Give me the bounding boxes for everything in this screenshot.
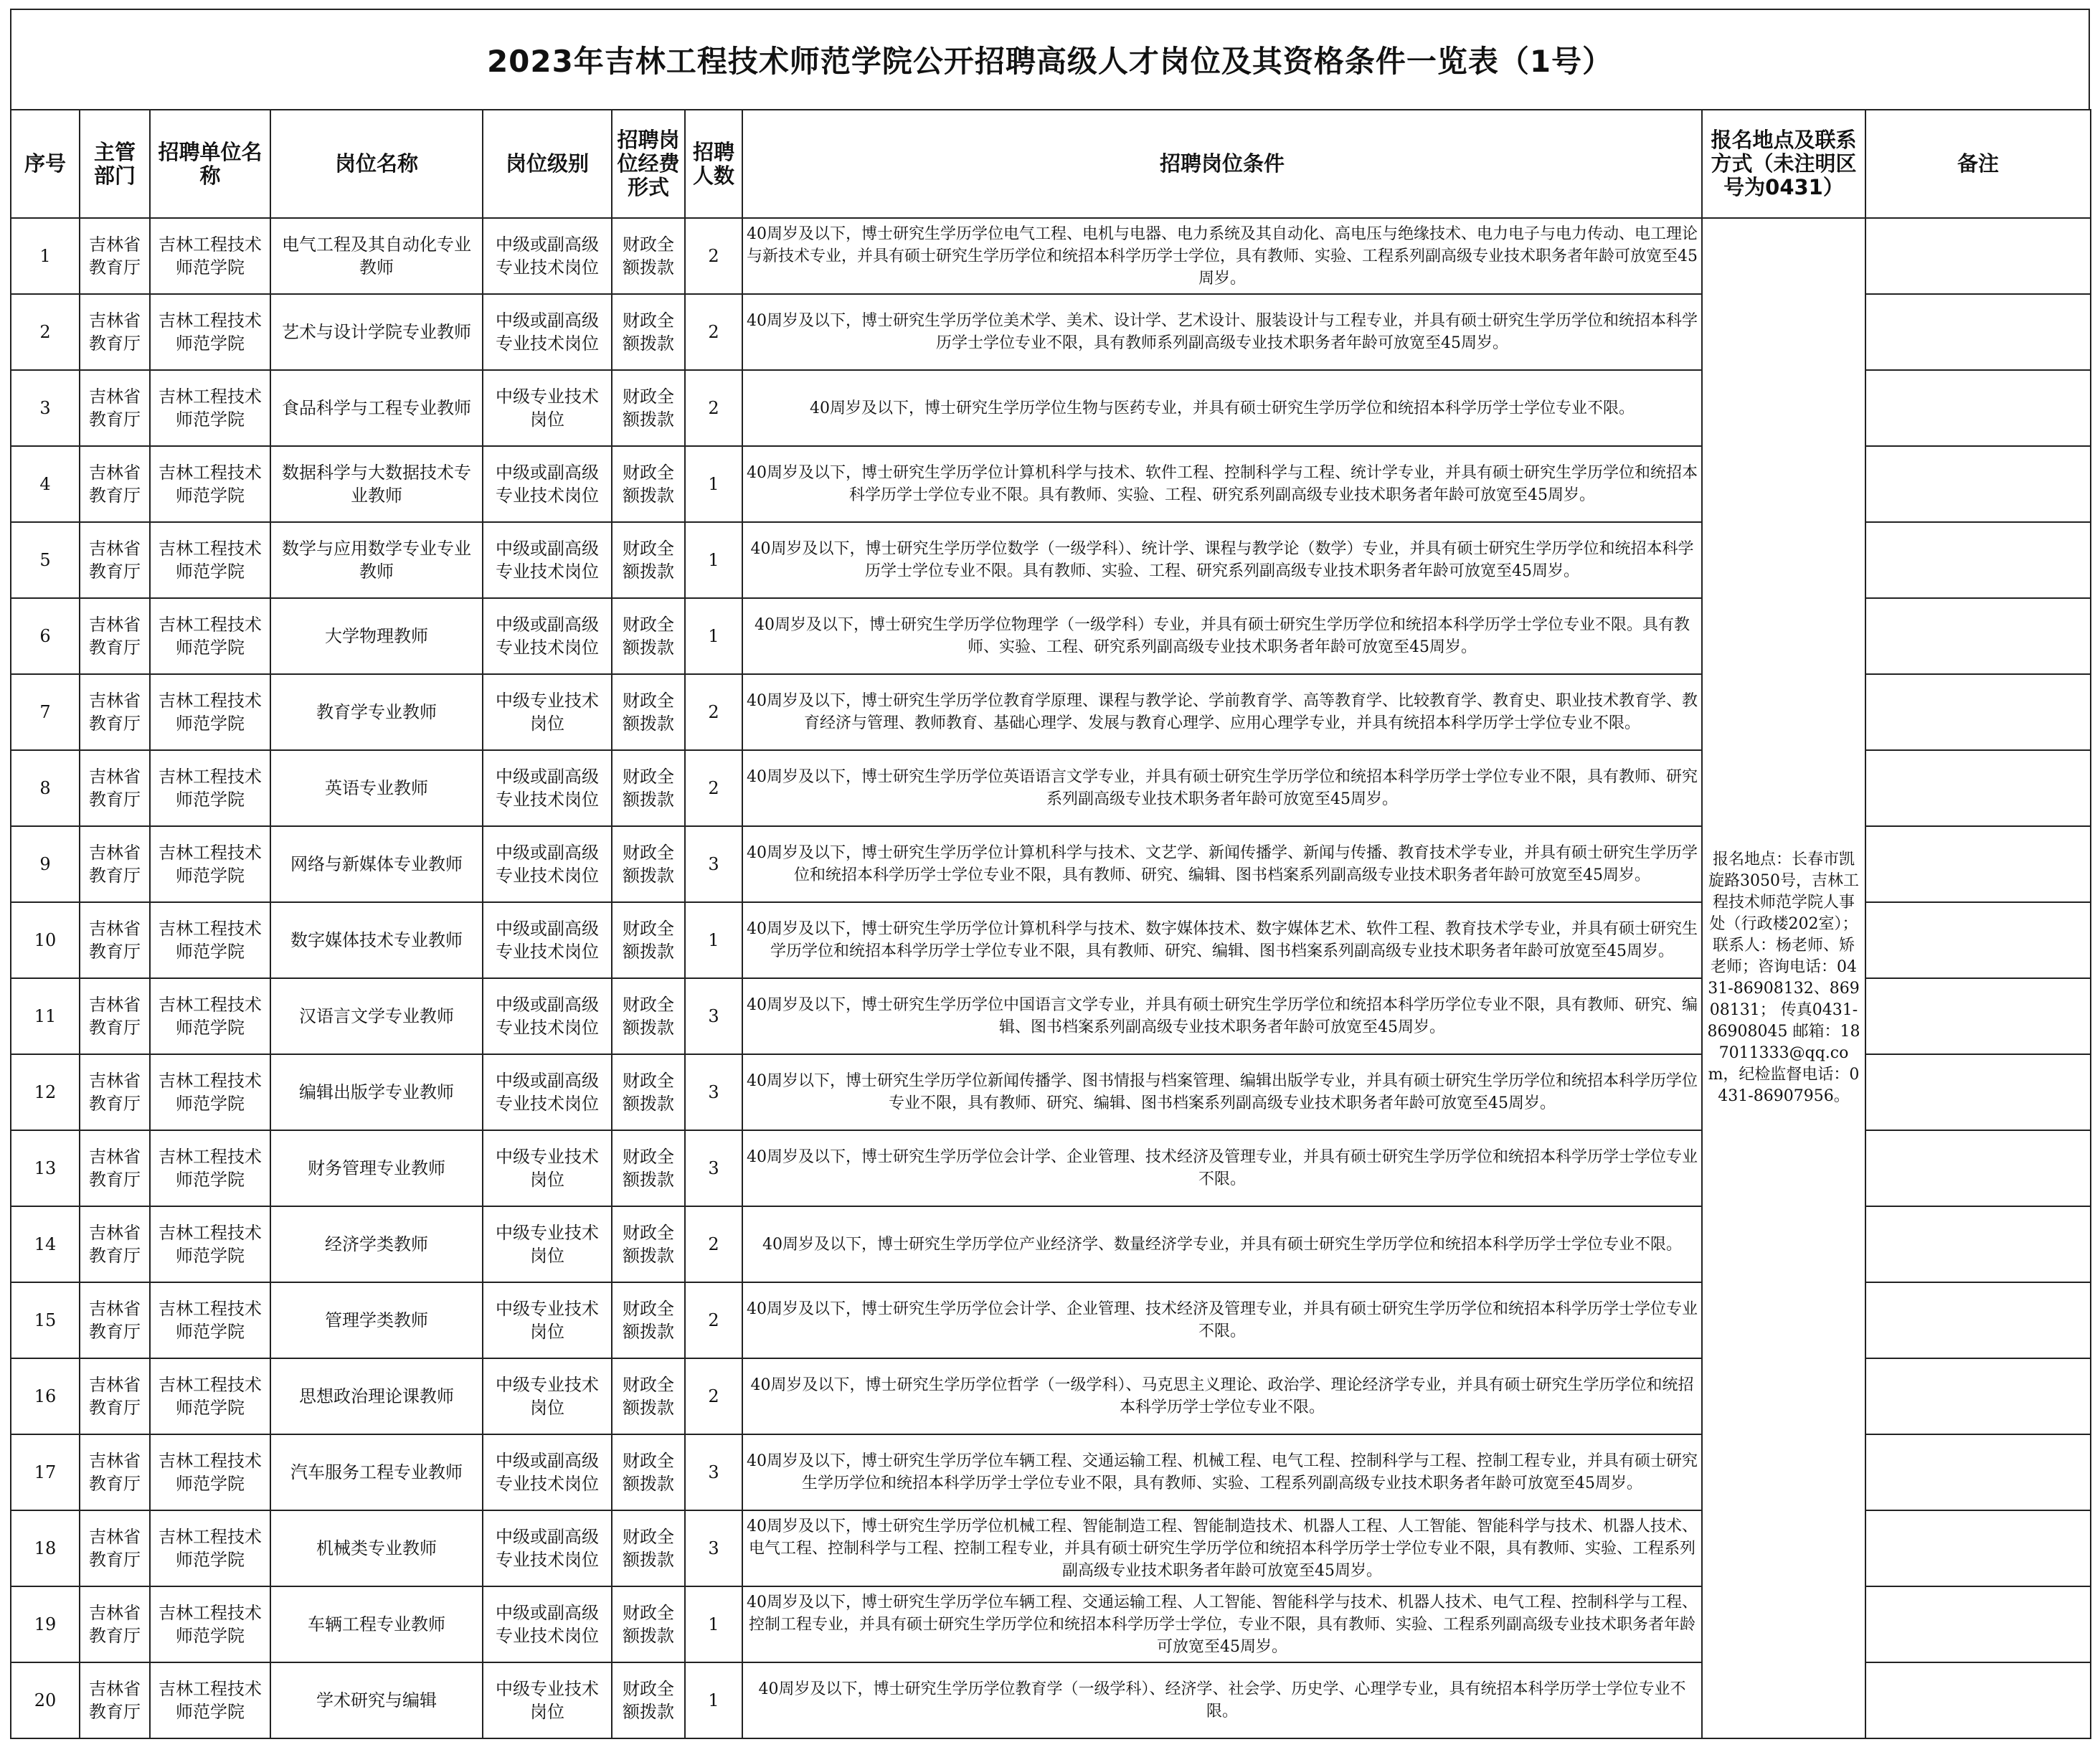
conditions-cell: 40周岁及以下，博士研究生学历学位电气工程、电机与电器、电力系统及其自动化、高电压与绝缘技术、电力电子与电力传动、电工理论与新技术专业，并具有硕士研究生学历学位和统招本科学历学士学位，具有教师、实验、工程系列副高级专业技术职务者年龄可放宽至45周岁。 [742,218,1702,294]
post-level-cell: 中级或副高级专业技术岗位 [483,902,612,978]
funding-cell: 财政全额拨款 [612,1282,685,1358]
post-name-cell: 大学物理教师 [270,598,483,674]
note-cell [1865,902,2091,978]
header-note: 备注 [1865,110,2091,218]
row-number: 7 [11,674,80,750]
department-cell: 吉林省教育厅 [80,1586,150,1662]
post-name-cell: 编辑出版学专业教师 [270,1054,483,1130]
department-cell: 吉林省教育厅 [80,598,150,674]
row-number: 10 [11,902,80,978]
conditions-cell: 40周岁及以下，博士研究生学历学位会计学、企业管理、技术经济及管理专业，并具有硕士研究生学历学位和统招本科学历学士学位专业不限。 [742,1130,1702,1206]
post-level-cell: 中级或副高级专业技术岗位 [483,826,612,902]
funding-cell: 财政全额拨款 [612,446,685,522]
note-cell [1865,978,2091,1054]
note-cell [1865,218,2091,294]
unit-cell: 吉林工程技术师范学院 [150,674,270,750]
recruitment-sheet [10,9,2090,1738]
post-name-cell: 汽车服务工程专业教师 [270,1434,483,1510]
unit-cell: 吉林工程技术师范学院 [150,1054,270,1130]
funding-cell: 财政全额拨款 [612,978,685,1054]
post-level-cell: 中级或副高级专业技术岗位 [483,1054,612,1130]
table-body [11,218,2091,1738]
headcount-cell: 1 [685,902,742,978]
conditions-cell: 40周岁及以下，博士研究生学历学位美术学、美术、设计学、艺术设计、服装设计与工程专业，并具有硕士研究生学历学位和统招本科学历学士学位专业不限，具有教师系列副高级专业技术职务者年龄可放宽至45周岁。 [742,294,1702,370]
header-level: 岗位级别 [483,110,612,218]
note-cell [1865,446,2091,522]
row-number: 3 [11,370,80,446]
conditions-cell: 40周岁及以下，博士研究生学历学位机械工程、智能制造工程、智能制造技术、机器人工程、人工智能、智能科学与技术、机器人技术、电气工程、控制科学与工程、控制工程专业，并具有硕士研究生学历学位和统招本科学历学士学位专业不限，具有教师、实验、工程系列副高级专业技术职务者年龄可放宽至45周岁。 [742,1510,1702,1586]
row-number: 17 [11,1434,80,1510]
funding-cell: 财政全额拨款 [612,750,685,826]
funding-cell: 财政全额拨款 [612,1130,685,1206]
unit-cell: 吉林工程技术师范学院 [150,370,270,446]
unit-cell: 吉林工程技术师范学院 [150,978,270,1054]
headcount-cell: 1 [685,446,742,522]
post-name-cell: 数学与应用数学专业专业教师 [270,522,483,598]
department-cell: 吉林省教育厅 [80,1282,150,1358]
unit-cell: 吉林工程技术师范学院 [150,1206,270,1282]
conditions-cell: 40周岁及以下，博士研究生学历学位中国语言文学专业，并具有硕士研究生学历学位和统招本科学历学位专业不限，具有教师、研究、编辑、图书档案系列副高级专业技术职务者年龄可放宽至45周岁。 [742,978,1702,1054]
header-count: 招聘人数 [685,110,742,218]
headcount-cell: 1 [685,1662,742,1738]
post-level-cell: 中级或副高级专业技术岗位 [483,294,612,370]
post-name-cell: 车辆工程专业教师 [270,1586,483,1662]
funding-cell: 财政全额拨款 [612,1662,685,1738]
department-cell: 吉林省教育厅 [80,522,150,598]
department-cell: 吉林省教育厅 [80,1434,150,1510]
post-level-cell: 中级专业技术岗位 [483,370,612,446]
conditions-cell: 40周岁及以下，博士研究生学历学位教育学原理、课程与教学论、学前教育学、高等教育学、比较教育学、教育史、职业技术教育学、教育经济与管理、教师教育、基础心理学、发展与教育心理学、应用心理学专业，并具有统招本科学历学士学位专业不限。 [742,674,1702,750]
note-cell [1865,1662,2091,1738]
unit-cell: 吉林工程技术师范学院 [150,1662,270,1738]
post-level-cell: 中级或副高级专业技术岗位 [483,1434,612,1510]
headcount-cell: 3 [685,1054,742,1130]
conditions-cell: 40周岁及以下，博士研究生学历学位物理学（一级学科）专业，并具有硕士研究生学历学位和统招本科学历学士学位专业不限。具有教师、实验、工程、研究系列副高级专业技术职务者年龄可放宽至45周岁。 [742,598,1702,674]
row-number: 16 [11,1358,80,1434]
header-contact: 报名地点及联系方式（未注明区号为0431） [1702,110,1865,218]
funding-cell: 财政全额拨款 [612,1206,685,1282]
unit-cell: 吉林工程技术师范学院 [150,294,270,370]
funding-cell: 财政全额拨款 [612,370,685,446]
row-number: 2 [11,294,80,370]
post-level-cell: 中级专业技术岗位 [483,1282,612,1358]
unit-cell: 吉林工程技术师范学院 [150,598,270,674]
conditions-cell: 40周岁及以下，博士研究生学历学位计算机科学与技术、文艺学、新闻传播学、新闻与传播、教育技术学专业，并具有硕士研究生学历学位和统招本科学历学士学位专业不限，具有教师、研究、编辑、图书档案系列副高级专业技术职务者年龄可放宽至45周岁。 [742,826,1702,902]
unit-cell: 吉林工程技术师范学院 [150,1358,270,1434]
row-number: 11 [11,978,80,1054]
department-cell: 吉林省教育厅 [80,674,150,750]
conditions-cell: 40周岁及以下，博士研究生学历学位教育学（一级学科）、经济学、社会学、历史学、心理学专业，具有统招本科学历学士学位专业不限。 [742,1662,1702,1738]
header-post: 岗位名称 [270,110,483,218]
post-level-cell: 中级专业技术岗位 [483,1662,612,1738]
post-name-cell: 网络与新媒体专业教师 [270,826,483,902]
note-cell [1865,1282,2091,1358]
funding-cell: 财政全额拨款 [612,1358,685,1434]
table-header-row [11,110,2091,218]
headcount-cell: 2 [685,1358,742,1434]
row-number: 8 [11,750,80,826]
unit-cell: 吉林工程技术师范学院 [150,1434,270,1510]
post-name-cell: 思想政治理论课教师 [270,1358,483,1434]
conditions-cell: 40周岁以下，博士研究生学历学位新闻传播学、图书情报与档案管理、编辑出版学专业，并具有硕士研究生学历学位和统招本科学历学位专业不限，具有教师、研究、编辑、图书档案系列副高级专业技术职务者年龄可放宽至45周岁。 [742,1054,1702,1130]
funding-cell: 财政全额拨款 [612,218,685,294]
contact-info-cell: 报名地点：长春市凯旋路3050号，吉林工程技术师范学院人事处（行政楼202室）；联系人：杨老师、矫老师；咨询电话：0431-86908132、86908131； 传真0431-86908045 邮箱：187011333@qq.com，纪检监督电话：0431-86907956。 [1702,218,1865,1738]
department-cell: 吉林省教育厅 [80,1510,150,1586]
note-cell [1865,294,2091,370]
note-cell [1865,1206,2091,1282]
headcount-cell: 1 [685,598,742,674]
row-number: 18 [11,1510,80,1586]
conditions-cell: 40周岁及以下，博士研究生学历学位计算机科学与技术、软件工程、控制科学与工程、统计学专业，并具有硕士研究生学历学位和统招本科学历学士学位专业不限。具有教师、实验、工程、研究系列副高级专业技术职务者年龄可放宽至45周岁。 [742,446,1702,522]
note-cell [1865,1358,2091,1434]
post-level-cell: 中级或副高级专业技术岗位 [483,978,612,1054]
headcount-cell: 2 [685,674,742,750]
department-cell: 吉林省教育厅 [80,446,150,522]
department-cell: 吉林省教育厅 [80,1662,150,1738]
headcount-cell: 3 [685,978,742,1054]
conditions-cell: 40周岁及以下，博士研究生学历学位会计学、企业管理、技术经济及管理专业，并具有硕士研究生学历学位和统招本科学历学士学位专业不限。 [742,1282,1702,1358]
department-cell: 吉林省教育厅 [80,1054,150,1130]
post-level-cell: 中级或副高级专业技术岗位 [483,1586,612,1662]
post-name-cell: 艺术与设计学院专业教师 [270,294,483,370]
row-number: 9 [11,826,80,902]
department-cell: 吉林省教育厅 [80,370,150,446]
note-cell [1865,750,2091,826]
row-number: 6 [11,598,80,674]
conditions-cell: 40周岁及以下，博士研究生学历学位数学（一级学科）、统计学、课程与教学论（数学）专业，并具有硕士研究生学历学位和统招本科学历学士学位专业不限。具有教师、实验、工程、研究系列副高级专业技术职务者年龄可放宽至45周岁。 [742,522,1702,598]
row-number: 4 [11,446,80,522]
post-level-cell: 中级专业技术岗位 [483,674,612,750]
unit-cell: 吉林工程技术师范学院 [150,902,270,978]
funding-cell: 财政全额拨款 [612,598,685,674]
funding-cell: 财政全额拨款 [612,674,685,750]
header-unit: 招聘单位名称 [150,110,270,218]
funding-cell: 财政全额拨款 [612,902,685,978]
funding-cell: 财政全额拨款 [612,1586,685,1662]
unit-cell: 吉林工程技术师范学院 [150,826,270,902]
funding-cell: 财政全额拨款 [612,522,685,598]
headcount-cell: 2 [685,294,742,370]
department-cell: 吉林省教育厅 [80,294,150,370]
post-level-cell: 中级或副高级专业技术岗位 [483,750,612,826]
note-cell [1865,1434,2091,1510]
funding-cell: 财政全额拨款 [612,1434,685,1510]
row-number: 5 [11,522,80,598]
note-cell [1865,522,2091,598]
unit-cell: 吉林工程技术师范学院 [150,218,270,294]
unit-cell: 吉林工程技术师范学院 [150,750,270,826]
post-name-cell: 汉语言文学专业教师 [270,978,483,1054]
post-name-cell: 英语专业教师 [270,750,483,826]
department-cell: 吉林省教育厅 [80,978,150,1054]
conditions-cell: 40周岁及以下，博士研究生学历学位车辆工程、交通运输工程、机械工程、电气工程、控制科学与工程、控制工程专业，并具有硕士研究生学历学位和统招本科学历学士学位专业不限，具有教师、实验、工程系列副高级专业技术职务者年龄可放宽至45周岁。 [742,1434,1702,1510]
headcount-cell: 3 [685,1510,742,1586]
row-number: 13 [11,1130,80,1206]
department-cell: 吉林省教育厅 [80,1358,150,1434]
post-level-cell: 中级或副高级专业技术岗位 [483,522,612,598]
headcount-cell: 2 [685,1282,742,1358]
table-row [11,218,2091,294]
note-cell [1865,1130,2091,1206]
unit-cell: 吉林工程技术师范学院 [150,522,270,598]
unit-cell: 吉林工程技术师范学院 [150,446,270,522]
post-level-cell: 中级或副高级专业技术岗位 [483,218,612,294]
row-number: 14 [11,1206,80,1282]
post-level-cell: 中级或副高级专业技术岗位 [483,598,612,674]
post-name-cell: 学术研究与编辑 [270,1662,483,1738]
note-cell [1865,1586,2091,1662]
header-no: 序号 [11,110,80,218]
unit-cell: 吉林工程技术师范学院 [150,1130,270,1206]
headcount-cell: 1 [685,522,742,598]
conditions-cell: 40周岁及以下，博士研究生学历学位哲学（一级学科）、马克思主义理论、政治学、理论经济学专业，并具有硕士研究生学历学位和统招本科学历学士学位专业不限。 [742,1358,1702,1434]
post-name-cell: 管理学类教师 [270,1282,483,1358]
header-dept: 主管部门 [80,110,150,218]
note-cell [1865,598,2091,674]
post-name-cell: 数字媒体技术专业教师 [270,902,483,978]
header-fund: 招聘岗位经费形式 [612,110,685,218]
post-name-cell: 数据科学与大数据技术专业教师 [270,446,483,522]
post-name-cell: 食品科学与工程专业教师 [270,370,483,446]
post-name-cell: 财务管理专业教师 [270,1130,483,1206]
funding-cell: 财政全额拨款 [612,826,685,902]
headcount-cell: 1 [685,1586,742,1662]
post-name-cell: 教育学专业教师 [270,674,483,750]
department-cell: 吉林省教育厅 [80,1130,150,1206]
conditions-cell: 40周岁及以下，博士研究生学历学位英语语言文学专业，并具有硕士研究生学历学位和统招本科学历学士学位专业不限，具有教师、研究系列副高级专业技术职务者年龄可放宽至45周岁。 [742,750,1702,826]
row-number: 19 [11,1586,80,1662]
department-cell: 吉林省教育厅 [80,1206,150,1282]
note-cell [1865,674,2091,750]
headcount-cell: 3 [685,1130,742,1206]
positions-table [10,109,2091,1739]
post-level-cell: 中级专业技术岗位 [483,1130,612,1206]
conditions-cell: 40周岁及以下，博士研究生学历学位产业经济学、数量经济学专业，并具有硕士研究生学历学位和统招本科学历学士学位专业不限。 [742,1206,1702,1282]
unit-cell: 吉林工程技术师范学院 [150,1510,270,1586]
department-cell: 吉林省教育厅 [80,902,150,978]
headcount-cell: 2 [685,218,742,294]
department-cell: 吉林省教育厅 [80,218,150,294]
post-name-cell: 电气工程及其自动化专业教师 [270,218,483,294]
conditions-cell: 40周岁及以下，博士研究生学历学位计算机科学与技术、数字媒体技术、数字媒体艺术、软件工程、教育技术学专业，并具有硕士研究生学历学位和统招本科学历学士学位专业不限，具有教师、研究、编辑、图书档案系列副高级专业技术职务者年龄可放宽至45周岁。 [742,902,1702,978]
department-cell: 吉林省教育厅 [80,826,150,902]
note-cell [1865,370,2091,446]
post-name-cell: 机械类专业教师 [270,1510,483,1586]
note-cell [1865,1510,2091,1586]
note-cell [1865,1054,2091,1130]
unit-cell: 吉林工程技术师范学院 [150,1282,270,1358]
row-number: 12 [11,1054,80,1130]
conditions-cell: 40周岁及以下，博士研究生学历学位生物与医药专业，并具有硕士研究生学历学位和统招本科学历学士学位专业不限。 [742,370,1702,446]
row-number: 20 [11,1662,80,1738]
headcount-cell: 3 [685,826,742,902]
headcount-cell: 3 [685,1434,742,1510]
department-cell: 吉林省教育厅 [80,750,150,826]
post-level-cell: 中级专业技术岗位 [483,1206,612,1282]
row-number: 1 [11,218,80,294]
headcount-cell: 2 [685,750,742,826]
post-name-cell: 经济学类教师 [270,1206,483,1282]
headcount-cell: 2 [685,370,742,446]
funding-cell: 财政全额拨款 [612,294,685,370]
note-cell [1865,826,2091,902]
funding-cell: 财政全额拨款 [612,1510,685,1586]
headcount-cell: 2 [685,1206,742,1282]
funding-cell: 财政全额拨款 [612,1054,685,1130]
row-number: 15 [11,1282,80,1358]
unit-cell: 吉林工程技术师范学院 [150,1586,270,1662]
page-title: 2023年吉林工程技术师范学院公开招聘高级人才岗位及其资格条件一览表（1号） [10,9,2090,109]
conditions-cell: 40周岁及以下，博士研究生学历学位车辆工程、交通运输工程、人工智能、智能科学与技术、机器人技术、电气工程、控制科学与工程、控制工程专业，并具有硕士研究生学历学位和统招本科学历学士学位，专业不限，具有教师、实验、工程系列副高级专业技术职务者年龄可放宽至45周岁。 [742,1586,1702,1662]
post-level-cell: 中级专业技术岗位 [483,1358,612,1434]
header-conditions: 招聘岗位条件 [742,110,1702,218]
post-level-cell: 中级或副高级专业技术岗位 [483,1510,612,1586]
post-level-cell: 中级或副高级专业技术岗位 [483,446,612,522]
